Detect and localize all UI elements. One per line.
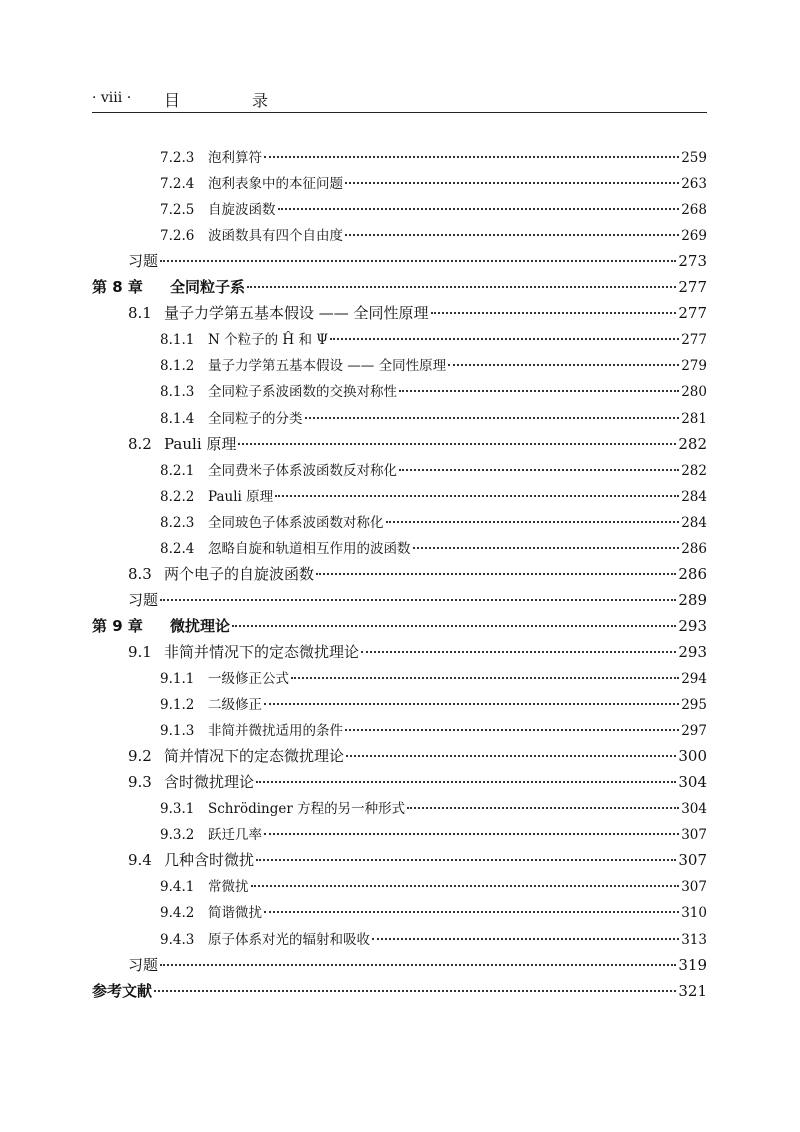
dot-leader — [160, 260, 676, 262]
toc-entry[interactable] — [0, 641, 800, 665]
dot-leader — [247, 286, 676, 288]
toc-entry[interactable] — [0, 615, 800, 639]
toc-entry-title: 习题 — [128, 252, 159, 270]
dot-leader — [154, 990, 676, 992]
toc-entry-page: 277 — [678, 304, 707, 322]
toc-entry-number: 9.1.2 — [160, 697, 195, 713]
toc-entry[interactable] — [0, 849, 800, 873]
toc-entry-number: 8.2.4 — [160, 541, 195, 557]
toc-entry-title: 波函数具有四个自由度 — [208, 228, 343, 244]
toc-entry-number: 8.3 — [128, 565, 152, 583]
toc-entry-title: 二级修正 — [208, 697, 262, 713]
toc-entry-number: 9.4.1 — [160, 879, 195, 895]
toc-entry-page: 310 — [681, 905, 707, 921]
toc-entry-page: 279 — [681, 358, 707, 374]
dot-leader — [448, 364, 679, 366]
toc-entry-number: 9.1.3 — [160, 723, 195, 739]
toc-entry-title: 简谐微扰 — [208, 905, 262, 921]
dot-leader — [316, 573, 676, 575]
toc-entry-page: 277 — [681, 332, 707, 348]
toc-entry[interactable] — [0, 407, 800, 431]
toc-entry-title: 原子体系对光的辐射和吸收 — [208, 932, 370, 948]
dot-leader — [386, 521, 680, 523]
toc-entry[interactable] — [0, 745, 800, 769]
toc-entry-number: 8.1.3 — [160, 384, 195, 400]
toc-entry-title: Schrödinger 方程的另一种形式 — [208, 801, 406, 817]
toc-entry-title: 非简并情况下的定态微扰理论 — [164, 643, 360, 661]
toc-entry[interactable] — [0, 302, 800, 326]
toc-entry-page: 293 — [678, 643, 707, 661]
toc-entry-title: 自旋波函数 — [208, 202, 276, 218]
toc-entry-number: 9.4 — [128, 851, 152, 869]
dot-leader — [278, 208, 680, 210]
toc-entry[interactable] — [0, 485, 800, 509]
toc-entry-page: 268 — [681, 202, 707, 218]
toc-entry-title: 全同粒子系波函数的交换对称性 — [208, 384, 397, 400]
toc-entry-title: 微扰理论 — [170, 617, 231, 635]
toc-entry[interactable] — [0, 354, 800, 378]
toc-entry-page: 269 — [681, 228, 707, 244]
toc-entry-title: 全同粒子的分类 — [208, 411, 303, 427]
dot-leader — [251, 885, 680, 887]
toc-entry-page: 286 — [678, 565, 707, 583]
toc-entry[interactable] — [0, 928, 800, 952]
toc-entry-title: 全同玻色子体系波函数对称化 — [208, 515, 384, 531]
toc-entry-number: 9.4.2 — [160, 905, 195, 921]
toc-entry[interactable] — [0, 901, 800, 925]
toc-entry-title: 忽略自旋和轨道相互作用的波函数 — [208, 541, 411, 557]
toc-entry[interactable] — [0, 433, 800, 457]
dot-leader — [264, 911, 679, 913]
toc-entry-page: 284 — [681, 489, 707, 505]
toc-entry-number: 9.1.1 — [160, 671, 195, 687]
toc-entry[interactable] — [0, 276, 800, 300]
dot-leader — [345, 729, 679, 731]
toc-entry-page: 297 — [681, 723, 707, 739]
toc-entry-page: 295 — [681, 697, 707, 713]
toc-entry[interactable] — [0, 537, 800, 561]
toc-entry-page: 259 — [681, 150, 707, 166]
toc-entry-page: 307 — [678, 851, 707, 869]
toc-entry-number: 8.2.1 — [160, 463, 195, 479]
dot-leader — [345, 234, 679, 236]
toc-entry-page: 286 — [681, 541, 707, 557]
toc-entry-page: 294 — [681, 671, 707, 687]
toc-entry-page: 304 — [681, 801, 707, 817]
toc-entry-number: 8.1.1 — [160, 332, 195, 348]
dot-leader — [264, 703, 679, 705]
toc-entry-page: 293 — [678, 617, 707, 635]
dot-leader — [346, 755, 676, 757]
toc-entry-number: 9.4.3 — [160, 932, 195, 948]
toc-entry-number: 8.1 — [128, 304, 152, 322]
toc-entry-number: 9.3 — [128, 773, 152, 791]
toc-entry-number: 8.2.2 — [160, 489, 195, 505]
toc-entry-page: 313 — [681, 932, 707, 948]
toc-entry-page: 321 — [678, 982, 707, 1000]
toc-entry-number: 7.2.3 — [160, 150, 195, 166]
dot-leader — [305, 417, 680, 419]
toc-entry-number: 8.1.2 — [160, 358, 195, 374]
toc-entry-title: 非简并微扰适用的条件 — [208, 723, 343, 739]
toc-entry-title: 习题 — [128, 591, 159, 609]
toc-entry-title: 泡利表象中的本征问题 — [208, 176, 343, 192]
toc-entry[interactable] — [0, 954, 800, 978]
toc-entry[interactable] — [0, 589, 800, 613]
toc-entry[interactable] — [0, 511, 800, 535]
toc-entry-title: 泡利算符 — [208, 150, 262, 166]
toc-entry-page: 281 — [681, 411, 707, 427]
dot-leader — [238, 443, 676, 445]
toc-entry-page: 263 — [681, 176, 707, 192]
toc-entry-page: 280 — [681, 384, 707, 400]
toc-entry-page: 282 — [681, 463, 707, 479]
header-rule — [92, 112, 707, 113]
toc-entry[interactable] — [0, 693, 800, 717]
dot-leader — [160, 964, 676, 966]
toc-entry-page: 304 — [678, 773, 707, 791]
toc-entry[interactable] — [0, 771, 800, 795]
toc-entry-number: 9.3.2 — [160, 827, 195, 843]
toc-entry-number: 8.1.4 — [160, 411, 195, 427]
toc-entry[interactable] — [0, 380, 800, 404]
dot-leader — [291, 677, 679, 679]
toc-entry-title: 量子力学第五基本假设 —— 全同性原理 — [208, 358, 447, 374]
dot-leader — [264, 833, 679, 835]
toc-entry-title: 简并情况下的定态微扰理论 — [164, 747, 345, 765]
toc-entry-title: 含时微扰理论 — [164, 773, 255, 791]
toc-entry[interactable] — [0, 563, 800, 587]
dot-leader — [431, 312, 677, 314]
toc-entry-title: 参考文献 — [92, 982, 153, 1000]
toc-entry-page: 300 — [678, 747, 707, 765]
toc-entry-page: 273 — [678, 252, 707, 270]
toc-entry[interactable] — [0, 667, 800, 691]
toc-entry-page: 284 — [681, 515, 707, 531]
dot-leader — [372, 938, 679, 940]
dot-leader — [232, 625, 676, 627]
toc-entry-title: N 个粒子的 Ĥ 和 Ψ — [208, 332, 329, 348]
dot-leader — [361, 651, 676, 653]
toc-entry-number: 8.2.3 — [160, 515, 195, 531]
dot-leader — [275, 495, 679, 497]
dot-leader — [256, 859, 676, 861]
toc-entry[interactable] — [0, 719, 800, 743]
dot-leader — [330, 338, 679, 340]
toc-entry-title: 跃迁几率 — [208, 827, 262, 843]
toc-entry-title: 两个电子的自旋波函数 — [164, 565, 315, 583]
dot-leader — [256, 781, 676, 783]
toc-entry-page: 319 — [678, 956, 707, 974]
toc-entry-number: 第 8 章 — [92, 278, 143, 296]
toc-entry[interactable] — [0, 459, 800, 483]
toc-entry-page: 307 — [681, 827, 707, 843]
dot-leader — [160, 599, 676, 601]
toc-entry-number: 9.1 — [128, 643, 152, 661]
toc-entry-title: 量子力学第五基本假设 —— 全同性原理 — [164, 304, 429, 322]
toc-entry[interactable] — [0, 980, 800, 1004]
toc-entry[interactable] — [0, 146, 800, 170]
toc-entry[interactable] — [0, 224, 800, 248]
toc-entry[interactable] — [0, 823, 800, 847]
toc-entry-title: Pauli 原理 — [208, 489, 274, 505]
toc-entry[interactable] — [0, 250, 800, 274]
header-page-number: · viii · — [92, 90, 132, 106]
toc-entry[interactable] — [0, 797, 800, 821]
toc-entry-number: 7.2.5 — [160, 202, 195, 218]
toc-entry[interactable] — [0, 875, 800, 899]
dot-leader — [407, 807, 679, 809]
dot-leader — [413, 547, 680, 549]
toc-entry-title: 常微扰 — [208, 879, 249, 895]
toc-entry-title: 习题 — [128, 956, 159, 974]
toc-entry-number: 9.2 — [128, 747, 152, 765]
dot-leader — [264, 156, 679, 158]
toc-entry-number: 7.2.4 — [160, 176, 195, 192]
toc-entry-page: 289 — [678, 591, 707, 609]
dot-leader — [345, 182, 679, 184]
toc-entry-number: 第 9 章 — [92, 617, 143, 635]
dot-leader — [399, 390, 679, 392]
toc-entry-number: 8.2 — [128, 435, 152, 453]
toc-entry-title: Pauli 原理 — [164, 435, 237, 453]
toc-entry[interactable] — [0, 198, 800, 222]
toc-entry-number: 7.2.6 — [160, 228, 195, 244]
toc-entry-number: 9.3.1 — [160, 801, 195, 817]
toc-entry[interactable] — [0, 328, 800, 352]
dot-leader — [399, 469, 679, 471]
toc-entry-page: 277 — [678, 278, 707, 296]
toc-entry-page: 282 — [678, 435, 707, 453]
toc-entry-title: 全同费米子体系波函数反对称化 — [208, 463, 397, 479]
header-title: 目 录 — [164, 91, 297, 110]
toc-entry-title: 全同粒子系 — [170, 278, 246, 296]
toc-entry-title: 几种含时微扰 — [164, 851, 255, 869]
toc-entry-title: 一级修正公式 — [208, 671, 289, 687]
toc-entry-page: 307 — [681, 879, 707, 895]
toc-entry[interactable] — [0, 172, 800, 196]
running-header — [92, 88, 707, 112]
